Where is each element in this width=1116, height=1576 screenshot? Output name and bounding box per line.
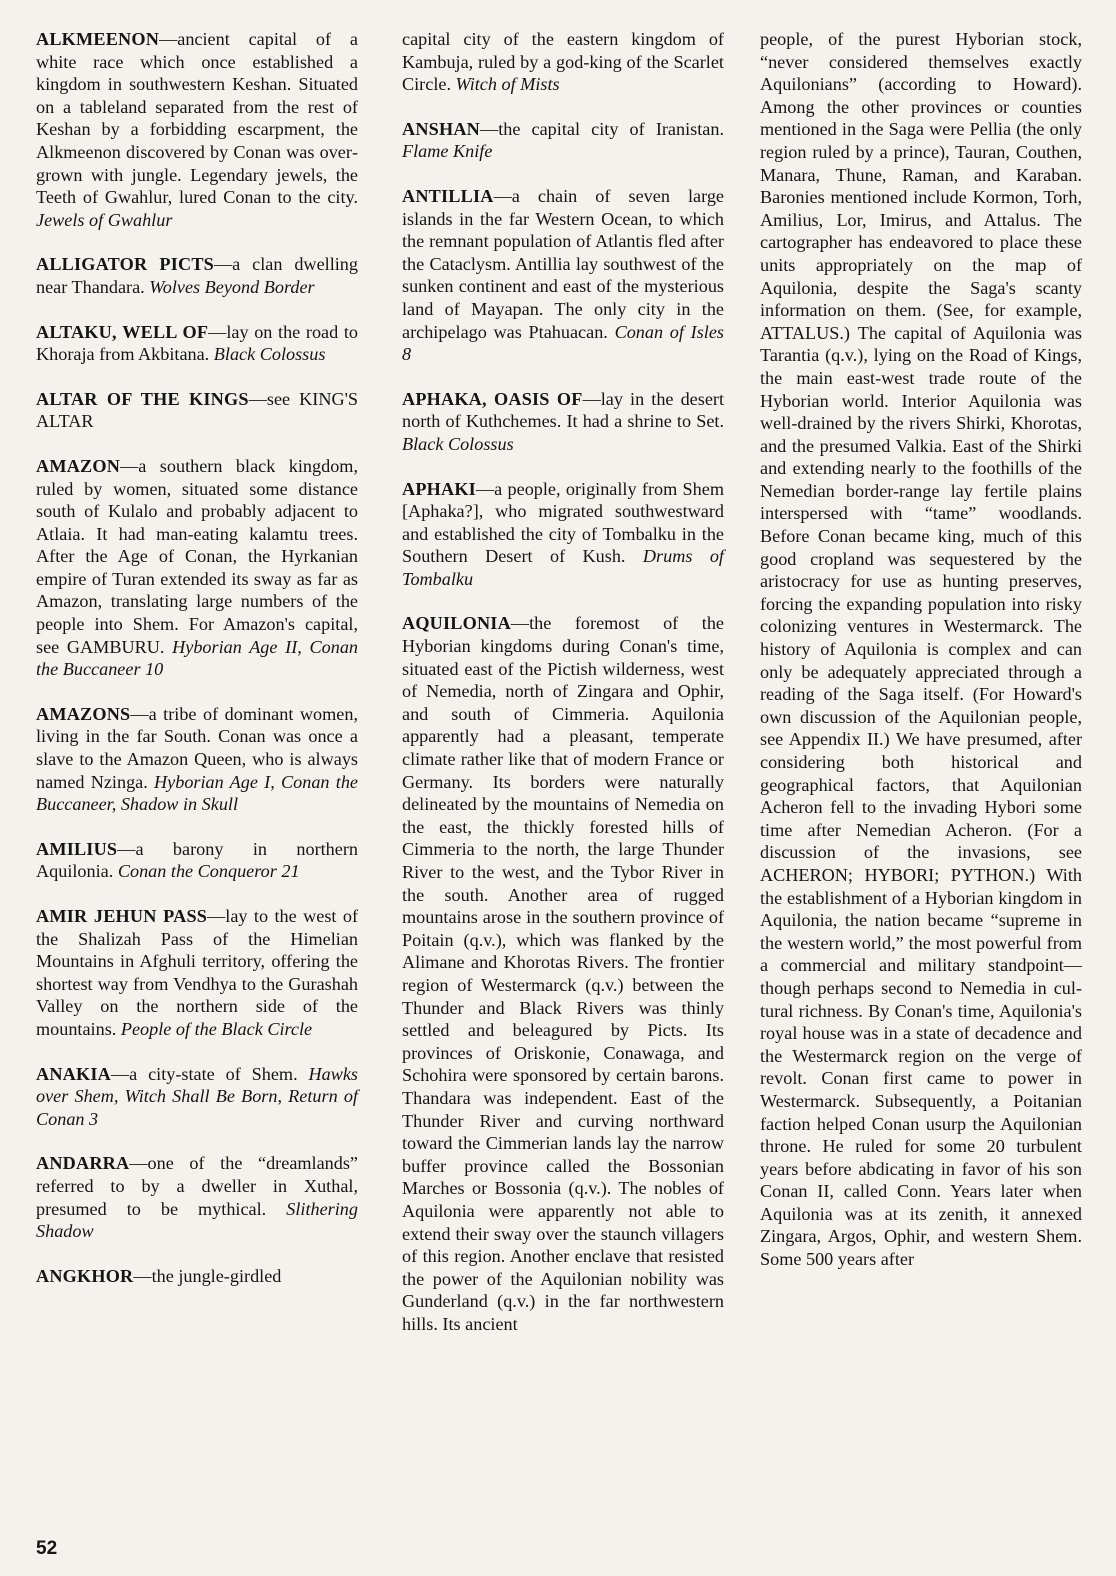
entry-source: Hyborian Age II, Conan the Buccaneer 10 <box>36 636 359 680</box>
text-column-1 <box>36 28 358 1287</box>
entry-source: Wolves Beyond Border <box>149 276 315 297</box>
entry-headword: ANSHAN <box>402 118 480 139</box>
glossary-entry <box>402 612 724 1335</box>
entry-headword: APHAKA, OASIS OF <box>402 388 583 409</box>
entry-definition: —a barony in northern Aquilonia. <box>36 838 358 882</box>
entry-source: Flame Knife <box>402 141 493 162</box>
entry-definition: —a chain of seven large islands in the far Western Ocean, to which the remnant population of Atlantis fled after the Cataclysm. Antillia lay southwest of the sunken continent and east of the mysterious land of Mayapan. The only city in the archipelago was Ptahuacan. <box>402 185 724 342</box>
entry-source: People of the Black Circle <box>120 1018 313 1039</box>
entry-source: Slithering Shadow <box>36 1198 358 1242</box>
entry-definition: —lay in the desert north of Kuthchemes. It had a shrine to Set. <box>402 388 724 432</box>
entry-definition: —the jungle-girdled <box>133 1265 282 1286</box>
glossary-entry <box>36 838 358 883</box>
entry-headword: AMAZON <box>36 455 121 476</box>
glossary-entry <box>36 1063 358 1131</box>
text-column-3 <box>760 28 1082 1271</box>
entry-definition: —a clan dwelling near Thandara. <box>36 254 358 297</box>
entry-definition: —the capital city of Iranistan. <box>480 118 724 139</box>
glossary-entry <box>36 703 358 816</box>
entry-definition: capital city of the eastern kingdom of Kambuja, ruled by a god-king of the Scarlet Circle. <box>402 29 724 95</box>
glossary-entry <box>402 478 724 591</box>
text-column-2 <box>402 28 724 1335</box>
glossary-entry <box>36 388 358 433</box>
entry-source: Hyborian Age I, Conan the Buccaneer, Shadow in Skull <box>36 771 358 815</box>
glossary-entry <box>402 28 724 96</box>
entry-source: Black Colossus <box>213 344 326 365</box>
entry-headword: AMILIUS <box>36 838 118 859</box>
entry-definition: —a city-state of Shem. <box>110 1063 309 1084</box>
entry-definition: —see KING'S ALTAR <box>36 388 359 432</box>
entry-source: Hawks over Shem, Witch Shall Be Born, Return of Conan 3 <box>36 1063 358 1129</box>
entry-source: Black Colossus <box>402 433 514 454</box>
entry-headword: AQUILONIA <box>402 613 511 634</box>
glossary-entry <box>36 905 358 1041</box>
entry-headword: ANGKHOR <box>36 1265 134 1286</box>
glossary-entry <box>36 1152 358 1242</box>
page-number: 52 <box>36 1538 58 1559</box>
entry-source: Conan of Isles 8 <box>402 321 724 365</box>
entry-definition: —one of the “dreamlands” referred to by a dweller in Xuthal, presumed to be mythical. <box>36 1153 358 1219</box>
entry-headword: ALTAR OF THE KINGS <box>36 388 249 409</box>
glossary-entry <box>36 28 358 231</box>
entry-definition: people, of the purest Hyborian stock, “never considered themselves exactly Aquilonians” (according to Howard). Among the other provinces or counties mentioned in the Saga were Pellia (the only region ruled by a prince), Tauran, Couthen, Manara, Thune, Raman, and Karaban. Baronies mentioned include Kormon, Torh, Amilius, Lor, Imirus, and Attalus. The cartographer has endeavored to place these units appropriately on the map of Aquilonia, despite the Saga's scanty information on them. (See, for example, ATTALUS.) The capital of Aquilonia was Tarantia (q.v.), lying on the Road of Kings, the main east-west trade route of the Hyborian world. Interior Aquilonia was well-drained by the rivers Shirki, Khorotas, and the presumed Valkia. East of the Shirki and extending nearly to the foothills of the Nemedian border-range lay fertile plains interspersed with “tame” woodlands. Before Conan became king, much of this good cropland was sequestered by the aristocracy for use as hunting preserves, forcing the expanding population into risky colonizing ventures in Westermarck. The history of Aquilonia is complex and can only be adequately appreciated through a reading of the Saga itself. (For Howard's own discussion of the Aquilonian people, see Appendix II.) We have presumed, after considering both historical and geographical factors, that Aquilonian Acheron fell to the invading Hybori some time after Nemedian Acheron. (For a discussion of the invasions, see ACHERON; HYBORI; PYTHON.) With the establishment of a Hyborian kingdom in Aquilonia, the nation became “supreme in the western world,” the most powerful from a commercial and military standpoint—though perhaps second to Nemedia in cultural richness. By Conan's time, Aquilonia's royal house was in a state of decadence and the Westermarck region on the verge of revolt. Conan first came to power in Westermarck. Subsequently, a Poitanian faction helped Conan usurp the Aquilonian throne. He ruled for some 20 turbulent years before abdicating in favor of his son Conan II, called Conn. Years later when Aquilonia was at its zenith, it annexed Zingara, Argos, Ophir, and western Shem. Some 500 years after <box>760 29 1082 1270</box>
entry-definition: —a people, originally from Shem [Aphaka?], who migrated southwestward and established the city of Tombalku in the Southern Desert of Kush. <box>402 478 724 567</box>
glossary-entry <box>36 321 358 366</box>
entry-definition: —the foremost of the Hyborian kingdoms during Conan's time, situated east of the Pictish wilderness, west of Nemedia, north of Zingara and Ophir, and south of Cimmeria. Aquilonia apparently had a pleasant, temperate climate rather like that of modern France or Germany. Its borders were naturally delineated by the mountains of Nemedia on the east, the thickly forested hills of Cimmeria to the north, the large Thunder River to the west, and the Tybor River in the south. Another area of rugged mountains arose in the southern province of Poitain (q.v.), which was flanked by the Alimane and Khorotas Rivers. The frontier region of Westermarck (q.v.) between the Thunder and Black Rivers was thinly settled and beleagured by Picts. Its provinces of Oriskonie, Conawaga, and Schohira were sponsored by certain barons. Thandara was independent. East of the Thunder River and curving northward toward the Cimmerian lands lay the narrow buffer province called the Bossonian Marches or Bossonia (q.v.). The nobles of Aquilonia were apparently not able to extend their sway over the staunch villagers of this region. Another enclave that resisted the power of the Aquilonian nobility was Gunderland (q.v.) in the far northwestern hills. Its ancient <box>402 613 724 1334</box>
glossary-entry <box>36 455 358 681</box>
glossary-entry <box>402 388 724 456</box>
entry-source: Drums of Tombalku <box>402 546 724 589</box>
glossary-entry <box>760 28 1082 1271</box>
entry-definition: —lay to the west of the Shalizah Pass of the Himelian Mountains in Afghuli territory, offering the shortest way from Vendhya to the Gurashah Valley on the northern side of the mountains. <box>36 906 359 1039</box>
entry-headword: ALKMEENON <box>36 29 160 49</box>
entry-definition: —lay on the road to Khoraja from Akbitana. <box>36 321 359 365</box>
entry-headword: ANDARRA <box>36 1153 130 1174</box>
entry-source: Conan the Conqueror 21 <box>117 861 300 882</box>
entry-definition: —a tribe of dominant women, living in the far South. Conan was once a slave to the Amazon Queen, who is always named Nzinga. <box>36 703 358 792</box>
entry-headword: ALLIGATOR PICTS <box>36 254 214 275</box>
entry-headword: AMIR JEHUN PASS <box>36 906 208 926</box>
glossary-entry <box>36 253 358 298</box>
entry-headword: ALTAKU, WELL OF <box>36 321 209 342</box>
entry-source: Witch of Mists <box>455 74 560 95</box>
entry-headword: AMAZONS <box>36 703 131 724</box>
entry-headword: ANAKIA <box>36 1063 111 1084</box>
entry-definition: —a southern black kingdom, ruled by women, situated some distance south of Kulalo and probably adjacent to Atlaia. It had man-eating kalamtu trees. After the Age of Conan, the Hyrkanian empire of Turan extended its sway as far as Amazon, translating large numbers of the people into Shem. For Amazon's capital, see GAMBURU. <box>36 455 358 657</box>
entry-headword: APHAKI <box>402 478 476 499</box>
entry-definition: —ancient capital of a white race which once established a kingdom in southwestern Keshan. Situated on a tableland separated from the rest of Keshan by a forbidding escarpment, the Alkmeenon discovered by Conan was overgrown with jungle. Legendary jewels, the Teeth of Gwahlur, lured Conan to the city. <box>36 29 358 208</box>
glossary-entry <box>36 1265 358 1288</box>
entry-source: Jewels of Gwahlur <box>36 209 173 230</box>
glossary-entry <box>402 185 724 366</box>
entry-headword: ANTILLIA <box>402 185 494 206</box>
glossary-entry <box>402 118 724 163</box>
